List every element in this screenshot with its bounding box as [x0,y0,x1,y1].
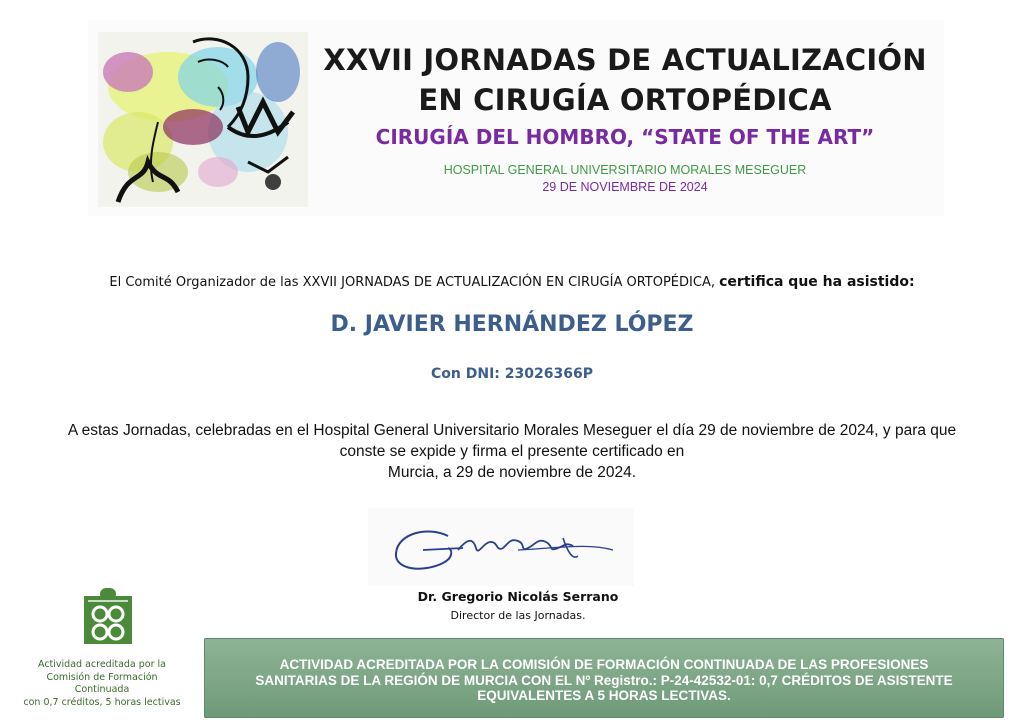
body-line-3: Murcia, a 29 de noviembre de 2024. [387,464,637,481]
artwork-portrait-painting [98,32,308,207]
signer-role: Director de las Jornadas. [450,609,586,622]
recipient-name: D. JAVIER HERNÁNDEZ LÓPEZ [330,312,694,337]
recipient-dni [0,366,1024,382]
banner-line-1: ACTIVIDAD ACREDITADA POR LA COMISIÓN DE FORMACIÓN CONTINUADA DE LAS PROFESIONES [279,657,929,672]
event-title-line-1: XXVII JORNADAS DE ACTUALIZACIÓN [323,43,927,77]
body-line-1: A estas Jornadas, celebradas en el Hospital General Universitario Morales Meseguer el día 29 de noviembre de 2024, y para que [67,422,957,439]
accreditation-note [20,659,184,709]
event-subtitle: CIRUGÍA DEL HOMBRO, “STATE OF THE ART” [375,125,875,149]
banner-line-2: SANITARIAS DE LA REGIÓN DE MURCIA CON EL Nº Registro.: P-24-42532-01: 0,7 CRÉDITOS DE ASISTENTE [255,672,953,688]
title-block [320,40,930,196]
accreditation-note-line-4: con 0,7 créditos, 5 horas lectivas [23,696,181,708]
accreditation-note-line-3: Continuada [74,684,130,695]
body-line-2: conste se expide y firma el presente certificado en [339,443,685,460]
certification-strong: certifica que ha asistido: [719,274,915,290]
certification-intro: El Comité Organizador de las XXVII JORNADAS DE ACTUALIZACIÓN EN CIRUGÍA ORTOPÉDICA, [109,275,715,290]
banner-line-3: EQUIVALENTES A 5 HORAS LECTIVAS. [477,688,731,703]
dni-value: 23026366P [504,366,593,382]
dni-label: Con DNI: [431,366,500,382]
signer-name: Dr. Gregorio Nicolás Serrano [417,589,619,604]
event-title-line-2: EN CIRUGÍA ORTOPÉDICA [418,83,832,117]
comision-formacion-logo-icon [84,588,132,644]
certificate-body [20,420,1004,483]
accreditation-note-line-2: Comisión de Formación [46,671,158,683]
accreditation-note-line-1: Actividad acreditada por la [38,659,166,670]
event-venue: HOSPITAL GENERAL UNIVERSITARIO MORALES MESEGUER [443,163,807,177]
event-date: 29 DE NOVIEMBRE DE 2024 [542,180,708,194]
signature-image [368,508,634,586]
accreditation-banner [204,638,1004,718]
certification-statement [0,274,1024,290]
accreditation-banner-text [218,657,990,704]
